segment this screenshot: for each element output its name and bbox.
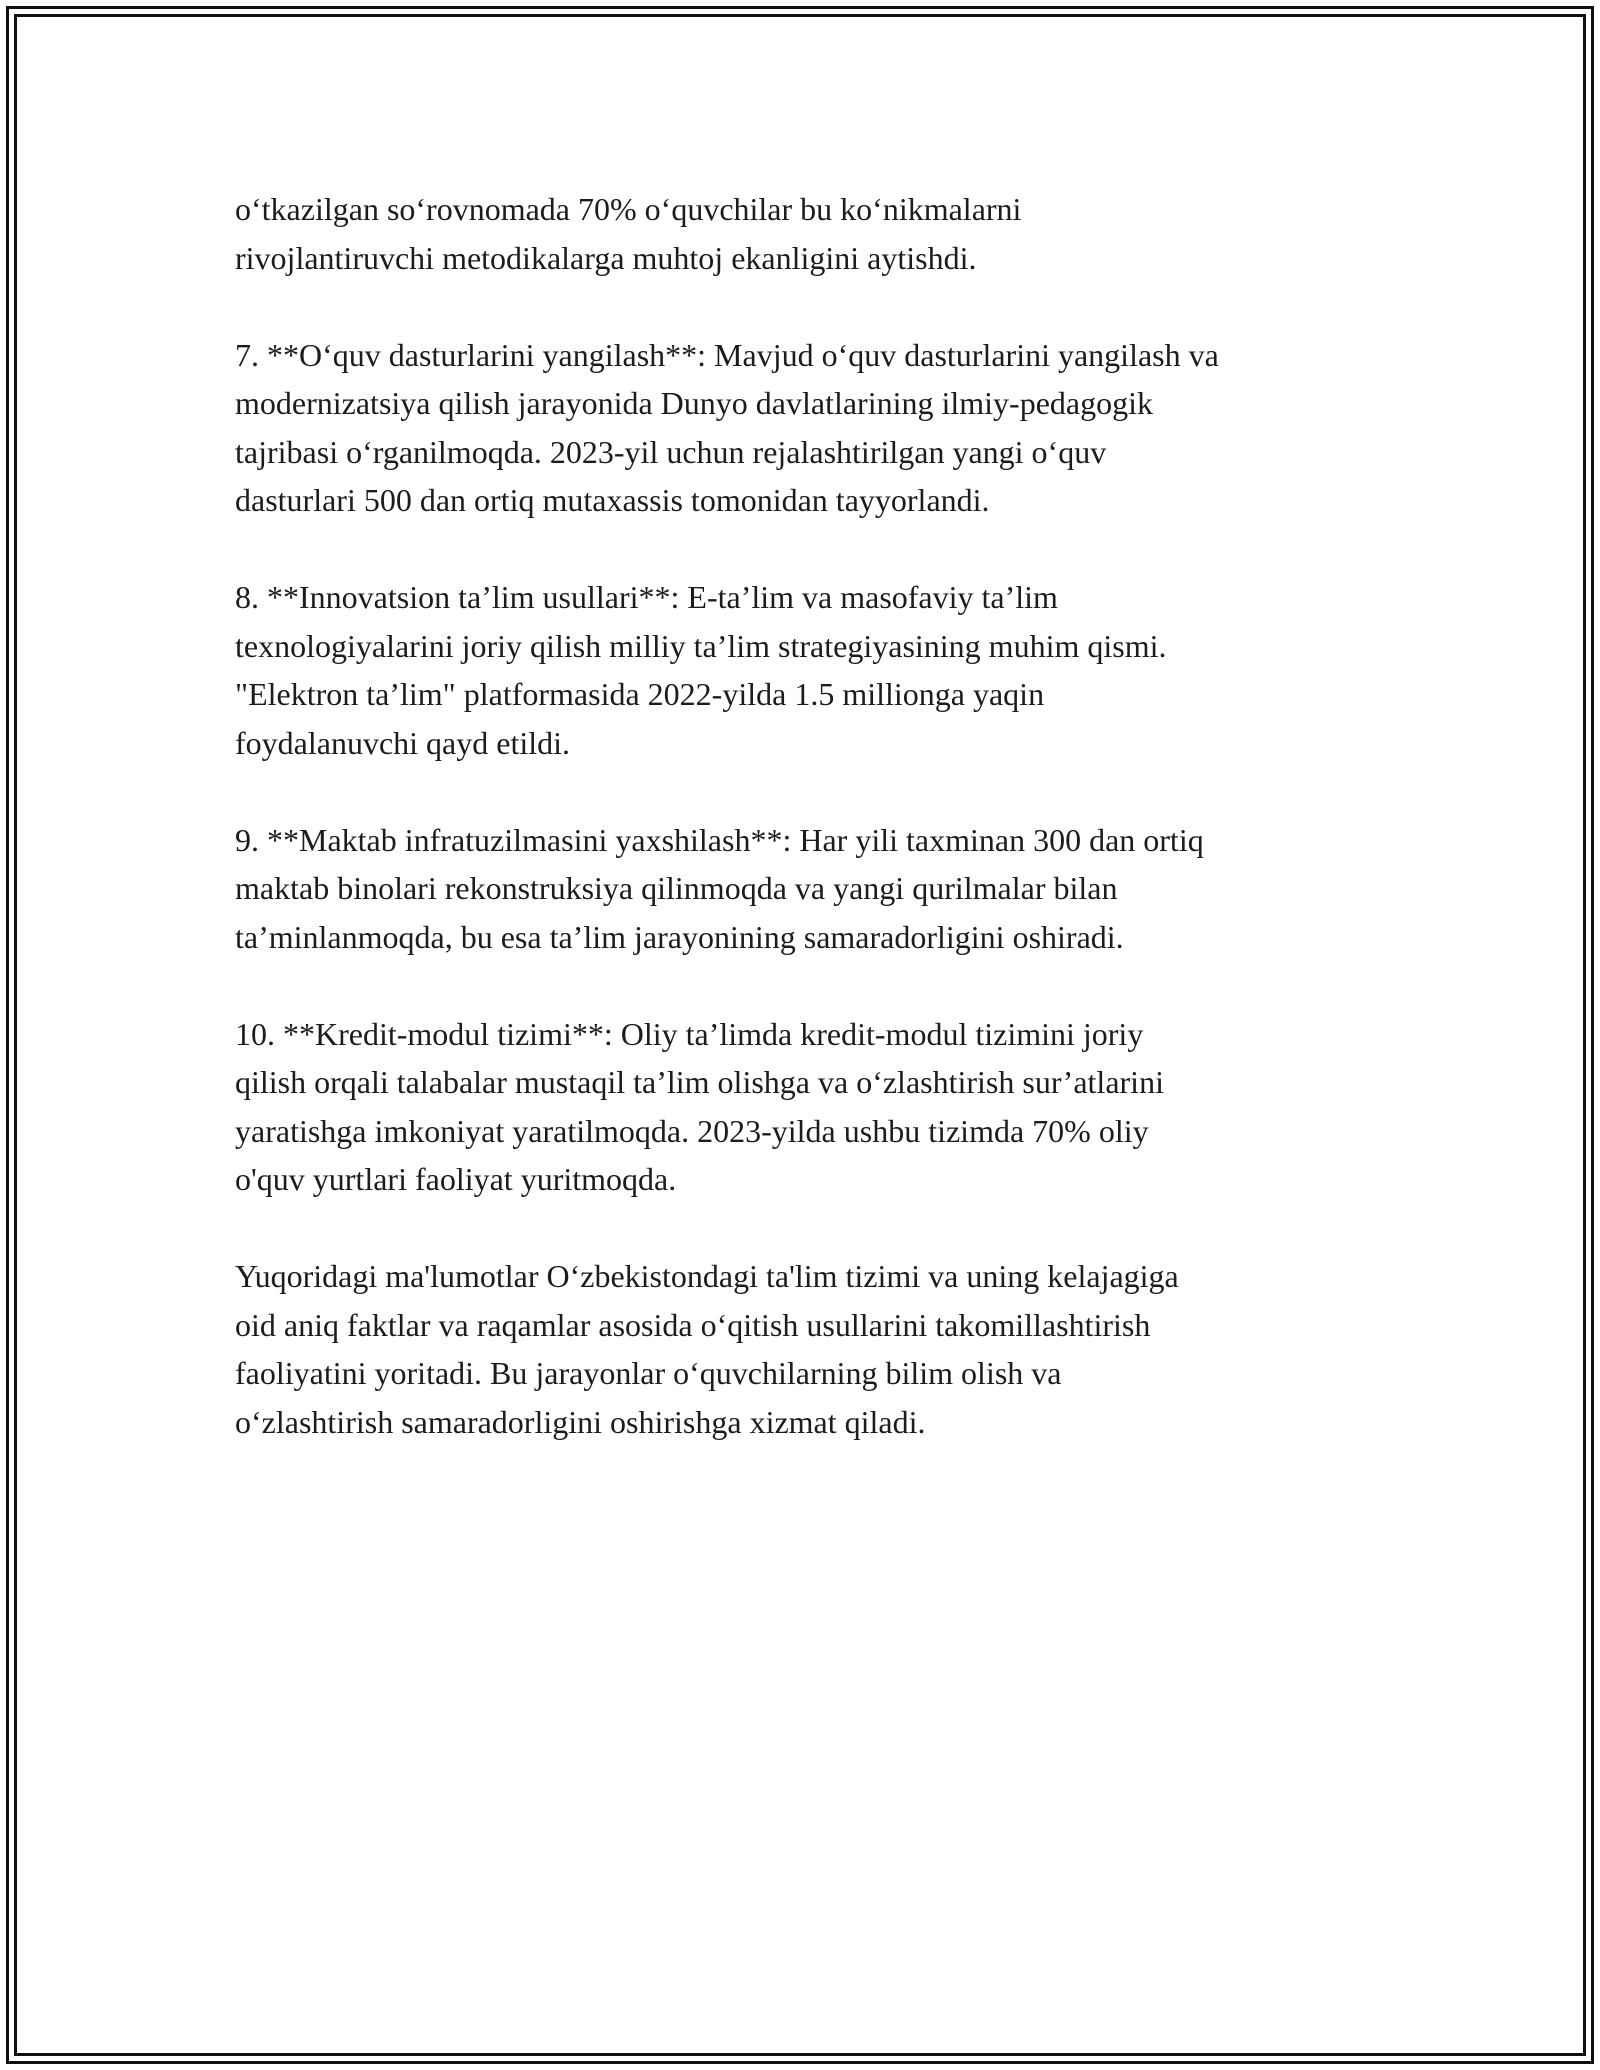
text-line: 10. **Kredit-modul tizimi**: Oliy ta’limda kredit-modul tizimini joriy	[235, 1015, 1144, 1052]
text-line: rivojlantiruvchi metodikalarga muhtoj ekanligini aytishdi.	[235, 239, 977, 276]
text-line: faoliyatini yoritadi. Bu jarayonlar oʻquvchilarning bilim olish va	[235, 1355, 1062, 1391]
text-line: ta’minlanmoqda, bu esa ta’lim jarayonining samaradorligini oshiradi.	[235, 918, 1124, 955]
text-line: 8. **Innovatsion ta’lim usullari**: E-ta’lim va masofaviy ta’lim	[235, 579, 1058, 615]
text-line: oʻtkazilgan soʻrovnomada 70% oʻquvchilar bu koʻnikmalarni	[235, 191, 1022, 227]
text-line: modernizatsiya qilish jarayonida Dunyo davlatlarining ilmiy-pedagogik	[235, 385, 1153, 421]
text-line: yaratishga imkoniyat yaratilmoqda. 2023-yilda ushbu tizimda 70% oliy	[235, 1112, 1149, 1149]
paragraph-item-9	[235, 816, 1385, 962]
paragraph-survey-conclusion	[235, 185, 1385, 282]
text-line: 7. **Oʻquv dasturlarini yangilash**: Mavjud oʻquv dasturlarini yangilash va	[235, 336, 1219, 373]
document-body	[235, 185, 1385, 1495]
text-line: maktab binolari rekonstruksiya qilinmoqda va yangi qurilmalar bilan	[235, 870, 1118, 906]
text-line: o'quv yurtlari faoliyat yuritmoqda.	[235, 1161, 677, 1197]
text-line: tajribasi oʻrganilmoqda. 2023-yil uchun rejalashtirilgan yangi oʻquv	[235, 433, 1107, 470]
paragraph-conclusion	[235, 1252, 1385, 1446]
text-line: texnologiyalarini joriy qilish milliy ta’lim strategiyasining muhim qismi.	[235, 627, 1167, 664]
paragraph-item-7	[235, 331, 1385, 525]
text-line: foydalanuvchi qayd etildi.	[235, 724, 571, 761]
text-line: 9. **Maktab infratuzilmasini yaxshilash**: Har yili taxminan 300 dan ortiq	[235, 821, 1204, 858]
text-line: oid aniq faktlar va raqamlar asosida oʻqitish usullarini takomillashtirish	[235, 1306, 1151, 1343]
text-line: oʻzlashtirish samaradorligini oshirishga xizmat qiladi.	[235, 1403, 926, 1440]
text-line: "Elektron ta’lim" platformasida 2022-yilda 1.5 millionga yaqin	[235, 676, 1045, 712]
paragraph-item-8	[235, 573, 1385, 767]
text-line: qilish orqali talabalar mustaqil ta’lim olishga va oʻzlashtirish sur’atlarini	[235, 1064, 1164, 1100]
paragraph-item-10	[235, 1010, 1385, 1204]
text-line: Yuqoridagi ma'lumotlar Oʻzbekistondagi ta'lim tizimi va uning kelajagiga	[235, 1258, 1179, 1294]
text-line: dasturlari 500 dan ortiq mutaxassis tomonidan tayyorlandi.	[235, 482, 990, 518]
